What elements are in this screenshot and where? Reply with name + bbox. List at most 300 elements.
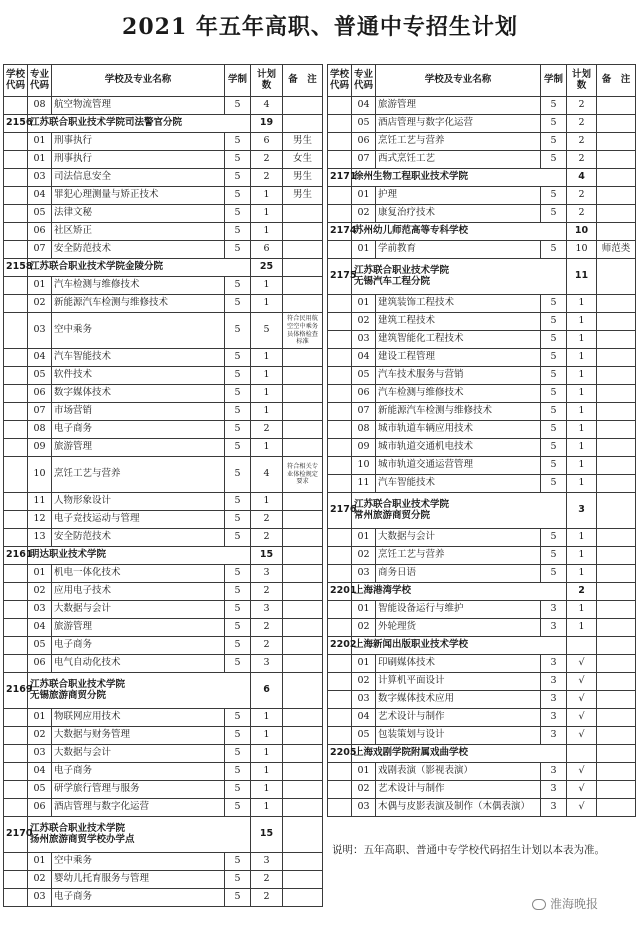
major-row bbox=[328, 403, 636, 421]
years: 3 bbox=[541, 763, 567, 781]
school-code-empty bbox=[328, 781, 352, 799]
major-name: 人物形象设计 bbox=[52, 493, 225, 511]
school-code-empty bbox=[4, 529, 28, 547]
years: 5 bbox=[225, 439, 251, 457]
major-code: 01 bbox=[352, 187, 376, 205]
school-code: 2158 bbox=[4, 259, 28, 277]
plan-count: 2 bbox=[567, 187, 597, 205]
major-row bbox=[4, 619, 323, 637]
plan-count: 1 bbox=[251, 223, 283, 241]
years: 5 bbox=[541, 529, 567, 547]
remark bbox=[283, 223, 323, 241]
major-name: 大数据与会计 bbox=[52, 601, 225, 619]
plan-count: 1 bbox=[567, 529, 597, 547]
school-name bbox=[28, 547, 251, 565]
school-row bbox=[328, 169, 636, 187]
major-code: 04 bbox=[28, 187, 52, 205]
major-row bbox=[4, 529, 323, 547]
plan-total: 19 bbox=[251, 115, 283, 133]
school-name bbox=[28, 817, 251, 853]
major-name: 城市轨道交通机电技术 bbox=[376, 439, 541, 457]
major-code: 04 bbox=[28, 349, 52, 367]
major-name: 计算机平面设计 bbox=[376, 673, 541, 691]
remark bbox=[597, 673, 636, 691]
header-remark: 备 注 bbox=[597, 65, 636, 97]
school-name-line: 无锡旅游商贸分院 bbox=[30, 689, 107, 701]
school-code-empty bbox=[328, 133, 352, 151]
plan-count: 3 bbox=[251, 853, 283, 871]
school-code-empty bbox=[328, 367, 352, 385]
plan-count: 1 bbox=[567, 331, 597, 349]
years: 5 bbox=[541, 331, 567, 349]
major-code: 04 bbox=[352, 349, 376, 367]
years: 3 bbox=[541, 709, 567, 727]
major-name: 旅游管理 bbox=[52, 439, 225, 457]
major-code: 03 bbox=[28, 313, 52, 349]
major-name: 艺术设计与制作 bbox=[376, 781, 541, 799]
major-code: 07 bbox=[28, 241, 52, 259]
major-code: 05 bbox=[28, 637, 52, 655]
school-code: 2202 bbox=[328, 637, 352, 655]
school-row bbox=[4, 259, 323, 277]
school-code-empty bbox=[328, 403, 352, 421]
plan-count: 1 bbox=[567, 601, 597, 619]
major-code: 01 bbox=[28, 709, 52, 727]
school-code-empty bbox=[4, 313, 28, 349]
years: 5 bbox=[225, 799, 251, 817]
plan-count: 2 bbox=[251, 871, 283, 889]
plan-count: √ bbox=[567, 727, 597, 745]
school-code-empty bbox=[4, 133, 28, 151]
school-code-empty bbox=[4, 187, 28, 205]
years: 5 bbox=[541, 97, 567, 115]
school-code-empty bbox=[4, 655, 28, 673]
major-name: 婴幼儿托育服务与管理 bbox=[52, 871, 225, 889]
plan-count: 1 bbox=[251, 763, 283, 781]
remark bbox=[597, 313, 636, 331]
school-name bbox=[352, 223, 567, 241]
major-name: 建筑工程技术 bbox=[376, 313, 541, 331]
years: 3 bbox=[541, 619, 567, 637]
school-name bbox=[28, 259, 251, 277]
major-code: 01 bbox=[28, 565, 52, 583]
plan-count: 3 bbox=[251, 655, 283, 673]
major-row bbox=[328, 799, 636, 817]
school-code-empty bbox=[4, 403, 28, 421]
remark bbox=[597, 727, 636, 745]
major-row bbox=[4, 439, 323, 457]
major-name: 汽车智能技术 bbox=[52, 349, 225, 367]
major-code: 08 bbox=[28, 421, 52, 439]
major-row bbox=[328, 601, 636, 619]
major-row bbox=[4, 133, 323, 151]
remark bbox=[283, 799, 323, 817]
plan-count: 4 bbox=[251, 97, 283, 115]
major-name: 西式烹饪工艺 bbox=[376, 151, 541, 169]
years: 5 bbox=[225, 223, 251, 241]
years: 5 bbox=[225, 151, 251, 169]
header-major-code: 专业代码 bbox=[352, 65, 376, 97]
major-code: 13 bbox=[28, 529, 52, 547]
years: 5 bbox=[225, 403, 251, 421]
major-name: 数字媒体技术 bbox=[52, 385, 225, 403]
major-code: 06 bbox=[28, 799, 52, 817]
remark bbox=[597, 97, 636, 115]
years: 5 bbox=[541, 565, 567, 583]
plan-count: 1 bbox=[567, 475, 597, 493]
remark-cell bbox=[283, 547, 323, 565]
remark bbox=[597, 601, 636, 619]
years: 5 bbox=[225, 511, 251, 529]
major-name: 汽车智能技术 bbox=[376, 475, 541, 493]
remark: 男生 bbox=[283, 133, 323, 151]
remark bbox=[597, 187, 636, 205]
major-name: 研学旅行管理与服务 bbox=[52, 781, 225, 799]
years: 5 bbox=[225, 97, 251, 115]
major-name: 罪犯心理测量与矫正技术 bbox=[52, 187, 225, 205]
remark bbox=[283, 853, 323, 871]
major-row bbox=[4, 583, 323, 601]
school-code-empty bbox=[4, 205, 28, 223]
plan-count: 1 bbox=[251, 439, 283, 457]
major-row bbox=[4, 853, 323, 871]
remark bbox=[597, 151, 636, 169]
major-code: 10 bbox=[28, 457, 52, 493]
major-row bbox=[4, 799, 323, 817]
years: 5 bbox=[541, 241, 567, 259]
remark-cell bbox=[597, 493, 636, 529]
major-code: 08 bbox=[28, 97, 52, 115]
major-code: 02 bbox=[352, 205, 376, 223]
major-code: 05 bbox=[352, 367, 376, 385]
years: 3 bbox=[541, 781, 567, 799]
remark bbox=[597, 205, 636, 223]
years: 5 bbox=[225, 763, 251, 781]
major-code: 05 bbox=[28, 781, 52, 799]
school-code: 2169 bbox=[4, 673, 28, 709]
years: 5 bbox=[225, 853, 251, 871]
header-years: 学制 bbox=[225, 65, 251, 97]
plan-count: 1 bbox=[251, 277, 283, 295]
remark bbox=[597, 133, 636, 151]
school-row bbox=[328, 493, 636, 529]
plan-count: 1 bbox=[251, 493, 283, 511]
major-code: 03 bbox=[28, 601, 52, 619]
plan-total: 10 bbox=[567, 223, 597, 241]
school-code: 2205 bbox=[328, 745, 352, 763]
school-code-empty bbox=[4, 763, 28, 781]
major-name: 建筑智能化工程技术 bbox=[376, 331, 541, 349]
years: 5 bbox=[225, 295, 251, 313]
plan-total bbox=[567, 745, 597, 763]
school-code-empty bbox=[4, 853, 28, 871]
remark-cell bbox=[597, 583, 636, 601]
major-code: 04 bbox=[352, 97, 376, 115]
plan-count: 1 bbox=[251, 727, 283, 745]
major-row bbox=[4, 601, 323, 619]
plan-count: 2 bbox=[567, 205, 597, 223]
school-code-empty bbox=[4, 799, 28, 817]
school-code-empty bbox=[4, 565, 28, 583]
school-code-empty bbox=[4, 871, 28, 889]
major-row bbox=[328, 349, 636, 367]
plan-total: 6 bbox=[251, 673, 283, 709]
major-row bbox=[328, 691, 636, 709]
major-code: 01 bbox=[28, 151, 52, 169]
years: 3 bbox=[541, 655, 567, 673]
major-code: 06 bbox=[28, 385, 52, 403]
major-code: 01 bbox=[352, 763, 376, 781]
school-code-empty bbox=[328, 727, 352, 745]
plan-count: 1 bbox=[567, 565, 597, 583]
header-plan: 计划数 bbox=[567, 65, 597, 97]
remark bbox=[283, 655, 323, 673]
years: 5 bbox=[541, 421, 567, 439]
major-name: 酒店管理与数字化运营 bbox=[52, 799, 225, 817]
major-name: 商务日语 bbox=[376, 565, 541, 583]
plan-count: 1 bbox=[251, 187, 283, 205]
school-code-empty bbox=[328, 673, 352, 691]
major-row bbox=[4, 385, 323, 403]
remark bbox=[283, 871, 323, 889]
major-code: 09 bbox=[352, 439, 376, 457]
plan-count: 1 bbox=[251, 385, 283, 403]
school-code-empty bbox=[328, 529, 352, 547]
school-name-line: 常州旅游商贸分院 bbox=[354, 509, 431, 521]
years: 5 bbox=[225, 187, 251, 205]
remark bbox=[597, 565, 636, 583]
years: 3 bbox=[541, 601, 567, 619]
major-row bbox=[4, 97, 323, 115]
remark bbox=[597, 529, 636, 547]
school-name-line: 江苏联合职业技术学院司法警官分院 bbox=[30, 117, 183, 129]
major-name: 电气自动化技术 bbox=[52, 655, 225, 673]
plan-count: 6 bbox=[251, 133, 283, 151]
remark bbox=[597, 781, 636, 799]
years: 5 bbox=[541, 295, 567, 313]
watermark-text: 淮海晚报 bbox=[550, 897, 599, 911]
plan-count: 2 bbox=[251, 151, 283, 169]
major-row bbox=[328, 781, 636, 799]
remark bbox=[283, 97, 323, 115]
school-code-empty bbox=[328, 439, 352, 457]
major-row bbox=[4, 745, 323, 763]
major-row bbox=[328, 529, 636, 547]
plan-count: 1 bbox=[251, 349, 283, 367]
major-row bbox=[4, 421, 323, 439]
years: 3 bbox=[541, 799, 567, 817]
school-code: 2174 bbox=[328, 223, 352, 241]
years: 5 bbox=[225, 889, 251, 907]
major-row bbox=[328, 475, 636, 493]
major-row bbox=[328, 727, 636, 745]
plan-count: 1 bbox=[567, 619, 597, 637]
remark bbox=[597, 421, 636, 439]
years: 5 bbox=[541, 403, 567, 421]
major-name: 物联网应用技术 bbox=[52, 709, 225, 727]
school-code-empty bbox=[4, 511, 28, 529]
major-row bbox=[328, 763, 636, 781]
years: 5 bbox=[225, 277, 251, 295]
plan-total: 2 bbox=[567, 583, 597, 601]
major-code: 02 bbox=[352, 619, 376, 637]
remark bbox=[283, 241, 323, 259]
remark-cell bbox=[597, 259, 636, 295]
major-name: 电子商务 bbox=[52, 763, 225, 781]
remark bbox=[597, 619, 636, 637]
remark bbox=[597, 403, 636, 421]
school-code-empty bbox=[4, 349, 28, 367]
major-code: 02 bbox=[352, 781, 376, 799]
major-name: 大数据与财务管理 bbox=[52, 727, 225, 745]
plan-count: 1 bbox=[251, 205, 283, 223]
years: 5 bbox=[541, 547, 567, 565]
school-code: 2170 bbox=[4, 817, 28, 853]
remark bbox=[597, 709, 636, 727]
school-code-empty bbox=[328, 619, 352, 637]
remark-cell bbox=[283, 115, 323, 133]
school-name bbox=[28, 115, 251, 133]
remark bbox=[283, 439, 323, 457]
major-code: 07 bbox=[352, 403, 376, 421]
major-row bbox=[4, 403, 323, 421]
remark bbox=[283, 349, 323, 367]
major-name: 汽车技术服务与营销 bbox=[376, 367, 541, 385]
remark: 女生 bbox=[283, 151, 323, 169]
plan-count: 2 bbox=[251, 421, 283, 439]
school-code-empty bbox=[4, 781, 28, 799]
plan-count: 2 bbox=[251, 637, 283, 655]
years: 5 bbox=[541, 133, 567, 151]
remark-cell bbox=[597, 223, 636, 241]
school-name bbox=[352, 583, 567, 601]
years: 3 bbox=[541, 673, 567, 691]
major-row bbox=[4, 205, 323, 223]
remark bbox=[597, 655, 636, 673]
major-name: 软件技术 bbox=[52, 367, 225, 385]
school-code-empty bbox=[328, 547, 352, 565]
major-name: 康复治疗技术 bbox=[376, 205, 541, 223]
years: 5 bbox=[225, 619, 251, 637]
years: 5 bbox=[225, 655, 251, 673]
remark-cell bbox=[597, 637, 636, 655]
school-code-empty bbox=[4, 583, 28, 601]
school-code-empty bbox=[4, 151, 28, 169]
major-row bbox=[328, 673, 636, 691]
major-name: 电子竞技运动与管理 bbox=[52, 511, 225, 529]
remark bbox=[597, 763, 636, 781]
plan-count: 4 bbox=[251, 457, 283, 493]
school-name-line: 上海新闻出版职业技术学校 bbox=[354, 639, 469, 651]
school-code: 2161 bbox=[4, 547, 28, 565]
school-name bbox=[352, 259, 567, 295]
major-name: 旅游管理 bbox=[376, 97, 541, 115]
plan-count: 10 bbox=[567, 241, 597, 259]
plan-count: 1 bbox=[567, 367, 597, 385]
major-row bbox=[328, 205, 636, 223]
school-code-empty bbox=[328, 295, 352, 313]
major-code: 04 bbox=[28, 619, 52, 637]
major-name: 外轮理货 bbox=[376, 619, 541, 637]
major-name: 安全防范技术 bbox=[52, 241, 225, 259]
major-name: 酒店管理与数字化运营 bbox=[376, 115, 541, 133]
school-code-empty bbox=[4, 421, 28, 439]
major-name: 刑事执行 bbox=[52, 151, 225, 169]
school-code-empty bbox=[328, 709, 352, 727]
remark: 师范类 bbox=[597, 241, 636, 259]
major-row bbox=[328, 457, 636, 475]
major-code: 10 bbox=[352, 457, 376, 475]
school-name bbox=[28, 673, 251, 709]
major-row bbox=[4, 871, 323, 889]
plan-count: 5 bbox=[251, 313, 283, 349]
major-name: 机电一体化技术 bbox=[52, 565, 225, 583]
major-row bbox=[328, 565, 636, 583]
major-row bbox=[328, 151, 636, 169]
major-code: 01 bbox=[352, 295, 376, 313]
major-name: 印刷媒体技术 bbox=[376, 655, 541, 673]
school-code-empty bbox=[4, 97, 28, 115]
major-code: 11 bbox=[28, 493, 52, 511]
major-name: 包装策划与设计 bbox=[376, 727, 541, 745]
plan-count: 6 bbox=[251, 241, 283, 259]
years: 5 bbox=[541, 151, 567, 169]
major-name: 空中乘务 bbox=[52, 853, 225, 871]
plan-count: 1 bbox=[251, 745, 283, 763]
school-code-empty bbox=[328, 601, 352, 619]
remark bbox=[283, 529, 323, 547]
remark bbox=[597, 115, 636, 133]
plan-count: 1 bbox=[567, 439, 597, 457]
school-code-empty bbox=[4, 439, 28, 457]
major-row bbox=[328, 241, 636, 259]
school-row bbox=[4, 673, 323, 709]
years: 5 bbox=[225, 385, 251, 403]
major-row bbox=[4, 367, 323, 385]
major-row bbox=[4, 349, 323, 367]
major-name: 应用电子技术 bbox=[52, 583, 225, 601]
remark bbox=[283, 295, 323, 313]
major-name: 电子商务 bbox=[52, 421, 225, 439]
major-code: 02 bbox=[28, 295, 52, 313]
plan-total: 15 bbox=[251, 817, 283, 853]
years: 5 bbox=[225, 457, 251, 493]
major-code: 07 bbox=[352, 151, 376, 169]
remark bbox=[597, 691, 636, 709]
remark bbox=[283, 889, 323, 907]
major-name: 建设工程管理 bbox=[376, 349, 541, 367]
plan-count: 1 bbox=[251, 799, 283, 817]
major-code: 07 bbox=[28, 403, 52, 421]
major-row bbox=[328, 547, 636, 565]
major-name: 大数据与会计 bbox=[52, 745, 225, 763]
remark bbox=[597, 331, 636, 349]
years: 5 bbox=[225, 583, 251, 601]
major-code: 02 bbox=[352, 547, 376, 565]
remark bbox=[283, 403, 323, 421]
major-code: 01 bbox=[352, 241, 376, 259]
major-code: 01 bbox=[352, 655, 376, 673]
plan-count: 1 bbox=[251, 367, 283, 385]
school-code-empty bbox=[4, 709, 28, 727]
major-row bbox=[4, 223, 323, 241]
major-code: 11 bbox=[352, 475, 376, 493]
remark bbox=[597, 475, 636, 493]
major-code: 02 bbox=[28, 583, 52, 601]
plan-count: 2 bbox=[251, 619, 283, 637]
years: 5 bbox=[225, 781, 251, 799]
school-code-empty bbox=[328, 763, 352, 781]
